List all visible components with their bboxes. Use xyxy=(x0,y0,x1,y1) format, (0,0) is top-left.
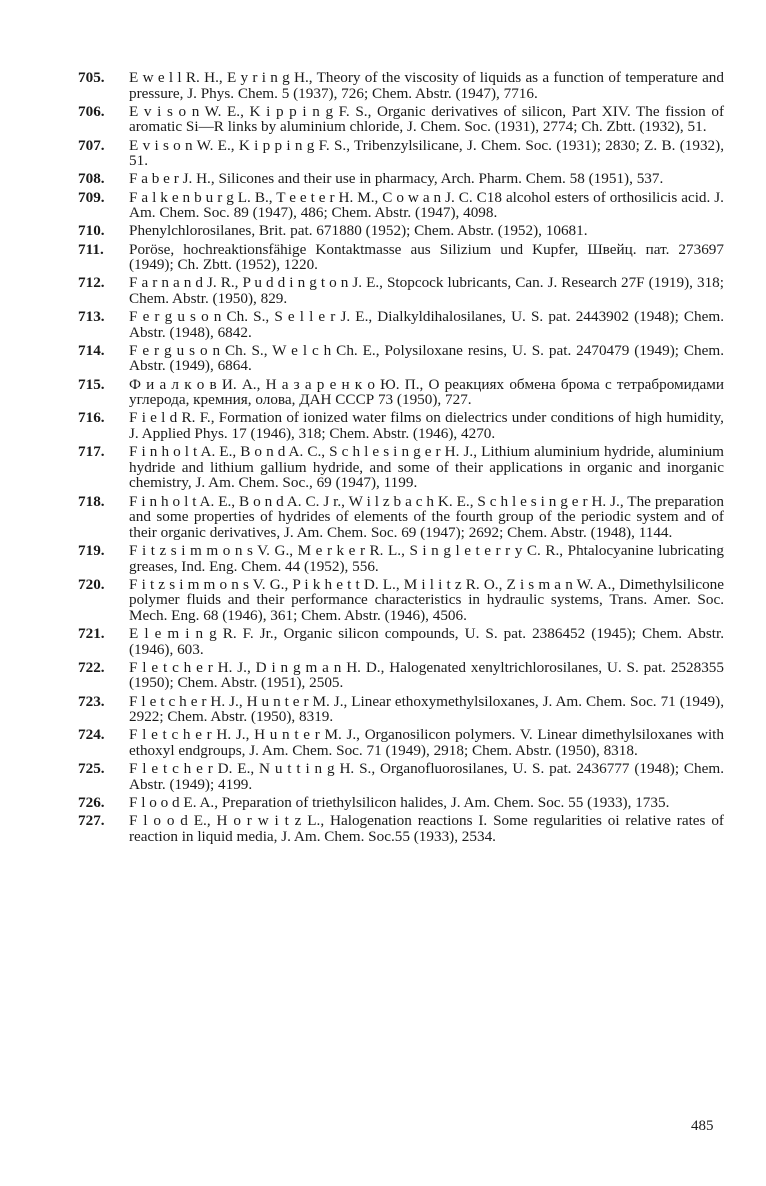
reference-body: Organic derivatives of silicon, Part XIV. The fission of aromatic Si—R links by aluminium chloride, J. Chem. Soc. (1931), 2774; Ch. Zbtt. (1932), 51. xyxy=(129,102,724,136)
reference-entry xyxy=(78,377,724,408)
reference-text xyxy=(129,694,724,725)
reference-number: 709. xyxy=(78,188,105,206)
reference-authors: F l e t c h e r H. J., H u n t e r M. J., xyxy=(129,692,348,710)
reference-authors: F i t z s i m m o n s V. G., M e r k e r R. L., S i n g l e t e r r y C. R., xyxy=(129,541,564,559)
reference-body: C18 alcohol esters of orthosilicis acid. J. Am. Chem. Soc. 89 (1947), 486; Chem. Abstr. (1947), 4098. xyxy=(129,188,724,222)
reference-text xyxy=(129,494,724,541)
reference-number: 719. xyxy=(78,541,105,559)
reference-entry xyxy=(78,275,724,306)
reference-entry xyxy=(78,494,724,541)
reference-entry xyxy=(78,577,724,624)
reference-body: Linear ethoxymethylsiloxanes, J. Am. Chem. Soc. 71 (1949), 2922; Chem. Abstr. (1950), 8319. xyxy=(129,692,724,726)
reference-number: 711. xyxy=(78,240,104,258)
reference-authors: E l e m i n g R. F. Jr., xyxy=(129,625,278,643)
reference-number: 721. xyxy=(78,625,105,643)
reference-entry xyxy=(78,543,724,574)
reference-number: 706. xyxy=(78,102,105,120)
reference-entry xyxy=(78,410,724,441)
reference-number: 716. xyxy=(78,409,105,427)
reference-entry xyxy=(78,138,724,169)
reference-text xyxy=(129,377,724,408)
reference-entry xyxy=(78,727,724,758)
reference-authors: F i t z s i m m o n s V. G., P i k h e t t D. L., M i l i t z R. O., Z i s m a n W. A., xyxy=(129,575,616,593)
reference-body: Organic silicon compounds, U. S. pat. 2386452 (1945); Chem. Abstr. (1946), 603. xyxy=(129,625,724,658)
reference-text xyxy=(129,543,724,574)
reference-entry xyxy=(78,795,724,811)
reference-number: 713. xyxy=(78,308,105,326)
reference-entry xyxy=(78,70,724,101)
reference-body: Dimethylsilicone polymer fluids and their performance characteristics in hydraulic systems, Trans. Amer. Soc. Mech. Eng. 68 (1946), 361; Chem. Abstr. (1946), 4506. xyxy=(129,575,724,624)
reference-authors: F a r n a n d J. R., P u d d i n g t o n J. E., xyxy=(129,274,383,292)
reference-entry xyxy=(78,660,724,691)
reference-authors: F i n h o l t A. E., B o n d A. C., S c h l e s i n g e r H. J., xyxy=(129,443,478,461)
reference-body: Phenylchlorosilanes, Brit. pat. 671880 (1952); Chem. Abstr. (1952), 10681. xyxy=(129,222,588,240)
reference-text xyxy=(129,171,724,187)
reference-number: 714. xyxy=(78,341,105,359)
reference-text xyxy=(129,343,724,374)
reference-number: 723. xyxy=(78,692,105,710)
reference-body: Polysiloxane resins, U. S. pat. 2470479 (1949); Chem. Abstr. (1949), 6864. xyxy=(129,341,724,375)
reference-text xyxy=(129,660,724,691)
reference-entry xyxy=(78,223,724,239)
reference-text xyxy=(129,795,724,811)
reference-number: 720. xyxy=(78,575,105,593)
reference-number: 708. xyxy=(78,170,105,188)
reference-entry xyxy=(78,694,724,725)
reference-text xyxy=(129,190,724,221)
reference-entry xyxy=(78,309,724,340)
reference-authors: F e r g u s o n Ch. S., W e l c h Ch. E., xyxy=(129,341,380,359)
reference-body: Lithium aluminium hydride, aluminium hydride and lithium gallium hydride, and some of their applications in organic and inorganic chemistry, J. Am. Chem. Soc., 69 (1947), 1199. xyxy=(129,443,724,492)
reference-body: Dialkyldihalosilanes, U. S. pat. 2443902 (1948); Chem. Abstr. (1948), 6842. xyxy=(129,308,724,341)
reference-list xyxy=(78,70,724,847)
reference-body: Formation of ionized water films on dielectrics under conditions of high humidity, J. Applied Phys. 17 (1946), 318; Chem. Abstr. (1946), 4270. xyxy=(129,409,724,442)
reference-entry xyxy=(78,343,724,374)
reference-number: 718. xyxy=(78,492,105,510)
reference-number: 726. xyxy=(78,794,105,811)
reference-text xyxy=(129,70,724,101)
reference-body: Organosilicon polymers. V. Linear dimethylsiloxanes with ethoxyl endgroups, J. Am. Chem. Soc. 71 (1949), 2918; Chem. Abstr. (1950), 8318. xyxy=(129,726,724,760)
reference-entry xyxy=(78,444,724,491)
reference-body: Tribenzylsilicane, J. Chem. Soc. (1931); 2830; Z. B. (1932), 51. xyxy=(129,136,724,170)
page-number: 485 xyxy=(691,1118,714,1134)
reference-number: 722. xyxy=(78,658,105,676)
reference-number: 725. xyxy=(78,760,105,778)
reference-entry xyxy=(78,171,724,187)
reference-body: Silicones and their use in pharmacy, Arch. Pharm. Chem. 58 (1951), 537. xyxy=(214,170,664,188)
reference-authors: E w e l l R. H., E y r i n g H., xyxy=(129,69,313,86)
reference-authors: F e r g u s o n Ch. S., S e l l e r J. E., xyxy=(129,308,373,326)
reference-text xyxy=(129,138,724,169)
reference-number: 705. xyxy=(78,69,105,86)
reference-entry xyxy=(78,190,724,221)
reference-authors: F l o o d E. A., xyxy=(129,794,219,811)
reference-authors: F l e t c h e r D. E., N u t t i n g H. S., xyxy=(129,760,376,778)
reference-authors: F a l k e n b u r g L. B., T e e t e r H. M., C o w a n J. C. xyxy=(129,188,473,206)
reference-body: Phtalocyanine lubricating greases, Ind. Eng. Chem. 44 (1952), 556. xyxy=(129,541,724,575)
reference-number: 717. xyxy=(78,443,105,461)
reference-body: Stopcock lubricants, Can. J. Research 27F (1919), 318; Chem. Abstr. (1950), 829. xyxy=(129,274,724,307)
reference-body: Halogenation reactions I. Some regularities oi relative rates of reaction in liquid media, J. Am. Chem. Soc.55 (1933), 2534. xyxy=(129,812,724,845)
reference-authors: Ф и а л к о в И. А., Н а з а р е н к о Ю. П., xyxy=(129,375,424,393)
reference-entry xyxy=(78,761,724,792)
reference-body: Theory of the viscosity of liquids as a function of temperature and pressure, J. Phys. Chem. 5 (1937), 726; Chem. Abstr. (1947), 7716. xyxy=(129,69,724,102)
reference-text xyxy=(129,626,724,657)
reference-text xyxy=(129,275,724,306)
reference-text xyxy=(129,410,724,441)
reference-number: 727. xyxy=(78,812,105,830)
reference-number: 724. xyxy=(78,726,105,744)
reference-number: 707. xyxy=(78,136,105,154)
reference-authors: F l o o d E., H o r w i t z L., xyxy=(129,812,325,830)
reference-authors: F i n h o l t A. E., B o n d A. C. J r., W i l z b a c h K. E., S c h l e s i n g e r H. J., xyxy=(129,492,624,510)
reference-body: Halogenated xenyltrichlorosilanes, U. S. pat. 2528355 (1950); Chem. Abstr. (1951), 2505. xyxy=(129,658,724,692)
reference-authors: F l e t c h e r H. J., D i n g m a n H. D., xyxy=(129,658,385,676)
reference-text xyxy=(129,813,724,844)
reference-text xyxy=(129,309,724,340)
reference-body: Preparation of triethylsilicon halides, J. Am. Chem. Soc. 55 (1933), 1735. xyxy=(218,794,670,811)
reference-text xyxy=(129,444,724,491)
reference-authors: F i e l d R. F., xyxy=(129,409,215,427)
reference-entry xyxy=(78,242,724,273)
reference-entry xyxy=(78,813,724,844)
reference-text xyxy=(129,242,724,273)
reference-text xyxy=(129,104,724,135)
reference-number: 712. xyxy=(78,274,105,292)
reference-text xyxy=(129,223,724,239)
reference-authors: F a b e r J. H., xyxy=(129,170,215,188)
reference-authors: F l e t c h e r H. J., H u n t e r M. J., xyxy=(129,726,360,744)
reference-text xyxy=(129,577,724,624)
reference-body: Poröse, hochreaktionsfähige Kontaktmasse aus Silizium und Kupfer, Швейц. пат. 273697 (1949); Ch. Zbtt. (1952), 1220. xyxy=(129,240,724,274)
reference-authors: E v i s o n W. E., K i p p i n g F. S., xyxy=(129,136,351,154)
reference-body: Organofluorosilanes, U. S. pat. 2436777 (1948); Chem. Abstr. (1949); 4199. xyxy=(129,760,724,793)
reference-authors: E v i s o n W. E., K i p p i n g F. S., xyxy=(129,102,372,120)
reference-entry xyxy=(78,626,724,657)
reference-text xyxy=(129,761,724,792)
reference-number: 715. xyxy=(78,375,105,393)
reference-body: The preparation and some properties of hydrides of elements of the fourth group of the periodic system and of their organic derivatives, J. Am. Chem. Soc. 69 (1947); 2692; Chem. Abstr. (1948), 1144. xyxy=(129,492,724,541)
reference-text xyxy=(129,727,724,758)
reference-body: О реакциях обмена брома с тетрабромидами углерода, кремния, олова, ДАН СССР 73 (1950), 727. xyxy=(129,375,724,409)
reference-entry xyxy=(78,104,724,135)
reference-number: 710. xyxy=(78,222,105,240)
